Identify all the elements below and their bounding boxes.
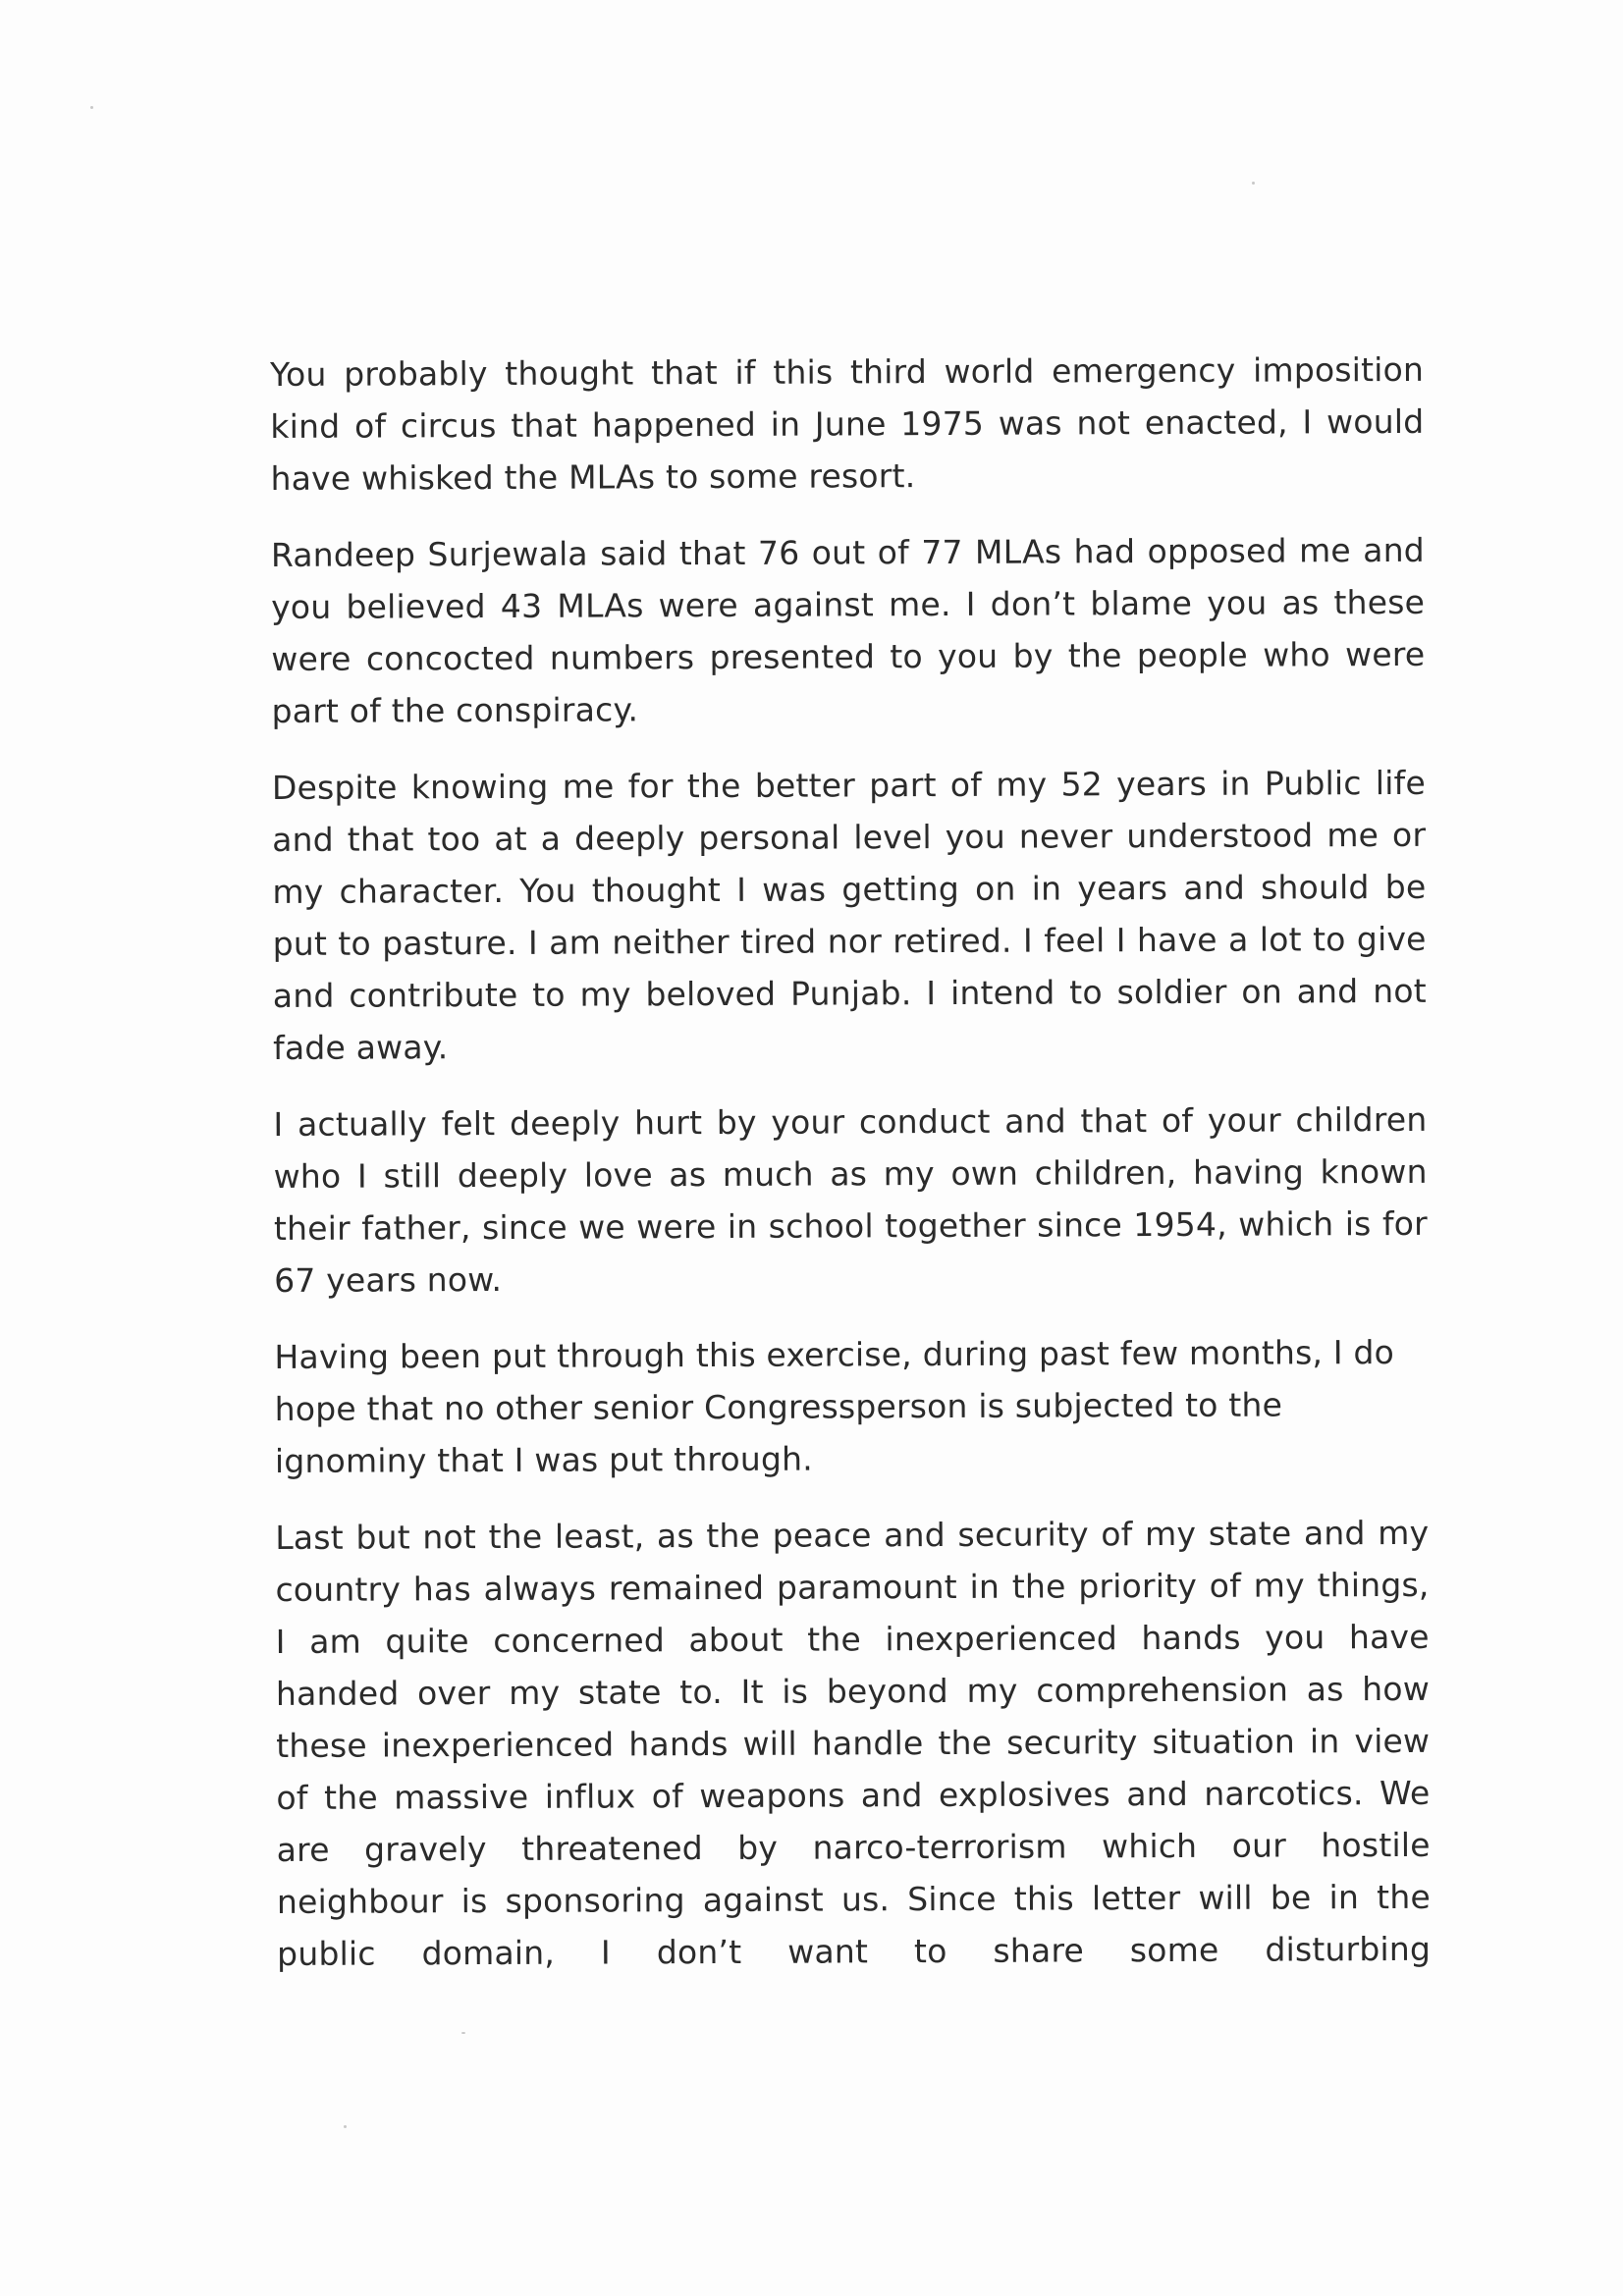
letter-paragraph: I actually felt deeply hurt by your conduct and that of your children who I still deeply love as much as my own children, having known their father, since we were in school together since 1954, which is for 67 years now. xyxy=(273,1099,1428,1300)
letter-paragraph: You probably thought that if this third world emergency imposition kind of circus that happened in June 1975 was not enacted, I would have whisked the MLAs to some resort. xyxy=(270,349,1425,498)
scan-speck xyxy=(1252,182,1255,185)
scan-speck xyxy=(344,2125,347,2128)
scan-speck xyxy=(461,2032,465,2034)
letter-body xyxy=(270,344,1431,2004)
letter-paragraph: Despite knowing me for the better part of my 52 years in Public life and that too at a deeply personal level you never understood me or my character. You thought I was getting on in years and should be put to pasture. I am neither tired nor retired. I feel I have a lot to give and contribute to my beloved Punjab. I intend to soldier on and not fade away. xyxy=(271,763,1427,1067)
scan-speck xyxy=(90,106,93,109)
letter-paragraph: Randeep Surjewala said that 76 out of 77 MLAs had opposed me and you believed 43 MLAs were against me. I don’t blame you as these were concocted numbers presented to you by the people who were part of the conspiracy. xyxy=(270,530,1426,730)
letter-paragraph: Having been put through this exercise, during past few months, I do hope that no other senior Congressperson is subjected to the ignominy that I was put through. xyxy=(274,1333,1395,1480)
letter-paragraph: Last but not the least, as the peace and security of my state and my country has always remained paramount in the priority of my things, I am quite concerned about the inexperienced hands you have handed over my state to. It is beyond my comprehension as how these inexperienced hands will handle the security situation in view of the massive influx of weapons and explosives and narcotics. We are gravely threatened by narco-terrorism which our hostile neighbour is sponsoring against us. Since this letter will be in the public domain, I don’t want to share some disturbing xyxy=(275,1513,1432,1973)
